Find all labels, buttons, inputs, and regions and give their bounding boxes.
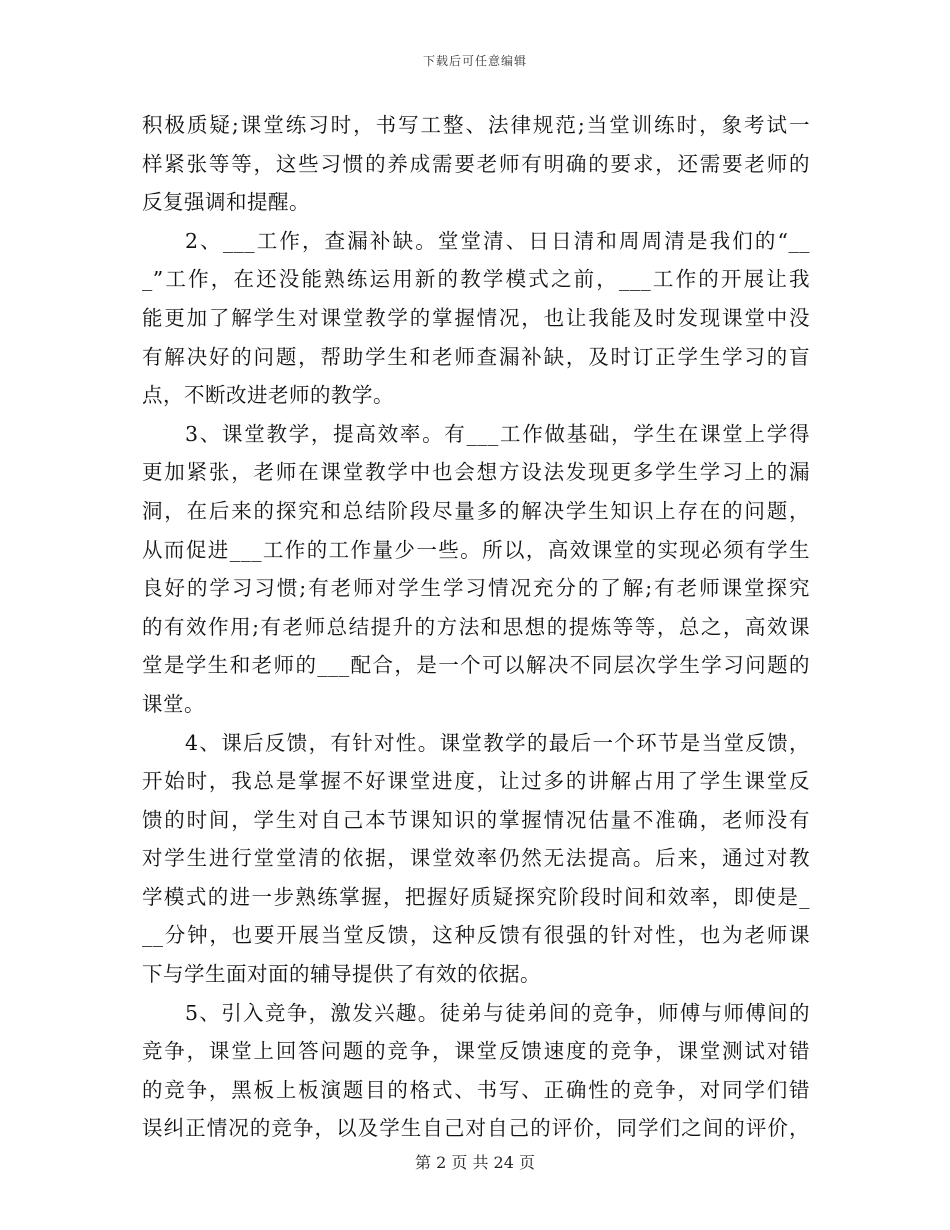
text-line: 馈的时间，学生对自己本节课知识的掌握情况估量不准确，老师没有 <box>142 807 810 832</box>
text-line: 洞，在后来的探究和总结阶段尽量多的解决学生知识上存在的问题， <box>142 498 810 523</box>
text-line: 积极质疑;课堂练习时，书写工整、法律规范;当堂训练时，象考试一 <box>142 113 810 137</box>
paragraph-start-line: 4、课后反馈，有针对性。课堂教学的最后一个环节是当堂反馈， <box>185 730 810 755</box>
document-body <box>142 106 810 1148</box>
text-line: 的竞争，黑板上板演题目的格式、书写、正确性的竞争，对同学们错 <box>142 1077 810 1102</box>
text-line: 良好的学习习惯;有老师对学生学习情况充分的了解;有老师课堂探究 <box>142 576 810 601</box>
text-line: 误纠正情况的竞争，以及学生自己对自己的评价，同学们之间的评价， <box>142 1116 810 1141</box>
text-line: 课堂。 <box>142 691 205 716</box>
text-line: 能更加了解学生对课堂教学的掌握情况，也让我能及时发现课堂中没 <box>142 305 810 330</box>
text-line: _”工作，在还没能熟练运用新的教学模式之前，___工作的开展让我 <box>142 267 810 292</box>
paragraph-start-line: 3、课堂教学，提高效率。有___工作做基础，学生在课堂上学得 <box>185 421 810 446</box>
header-note: 下载后可任意编辑 <box>422 54 527 68</box>
text-line: 竞争，课堂上回答问题的竞争，课堂反馈速度的竞争，课堂测试对错 <box>142 1039 810 1064</box>
text-line: 的有效作用;有老师总结提升的方法和思想的提炼等等，总之，高效课 <box>142 614 810 639</box>
text-line: 反复强调和提醒。 <box>142 190 310 215</box>
paragraph-start-line: 2、___工作，查漏补缺。堂堂清、日日清和周周清是我们的“__ <box>185 228 810 253</box>
text-line: 学模式的进一步熟练掌握，把握好质疑探究阶段时间和效率，即使是_ <box>142 884 810 909</box>
text-line: 从而促进___工作的工作量少一些。所以，高效课堂的实现必须有学生 <box>142 537 810 562</box>
paragraph-start-line: 5、引入竞争，激发兴趣。徒弟与徒弟间的竞争，师傅与师傅间的 <box>185 1000 810 1025</box>
text-line: 点，不断改进老师的教学。 <box>142 383 394 408</box>
text-line: 对学生进行堂堂清的依据，课堂效率仍然无法提高。后来，通过对教 <box>142 846 810 871</box>
text-line: 开始时，我总是掌握不好课堂进度，让过多的讲解占用了学生课堂反 <box>142 769 810 794</box>
text-line: 堂是学生和老师的___配合，是一个可以解决不同层次学生学习问题的 <box>142 653 810 678</box>
text-line: 有解决好的问题，帮助学生和老师查漏补缺，及时订正学生学习的盲 <box>142 344 810 369</box>
text-line: __分钟，也要开展当堂反馈，这种反馈有很强的针对性，也为老师课 <box>142 923 810 948</box>
text-line: 样紧张等等，这些习惯的养成需要老师有明确的要求，还需要老师的 <box>142 151 810 176</box>
text-line: 更加紧张，老师在课堂教学中也会想方设法发现更多学生学习上的漏 <box>142 460 810 485</box>
text-line: 下与学生面对面的辅导提供了有效的依据。 <box>142 962 541 987</box>
page-number: 第 2 页 共 24 页 <box>415 1153 535 1172</box>
